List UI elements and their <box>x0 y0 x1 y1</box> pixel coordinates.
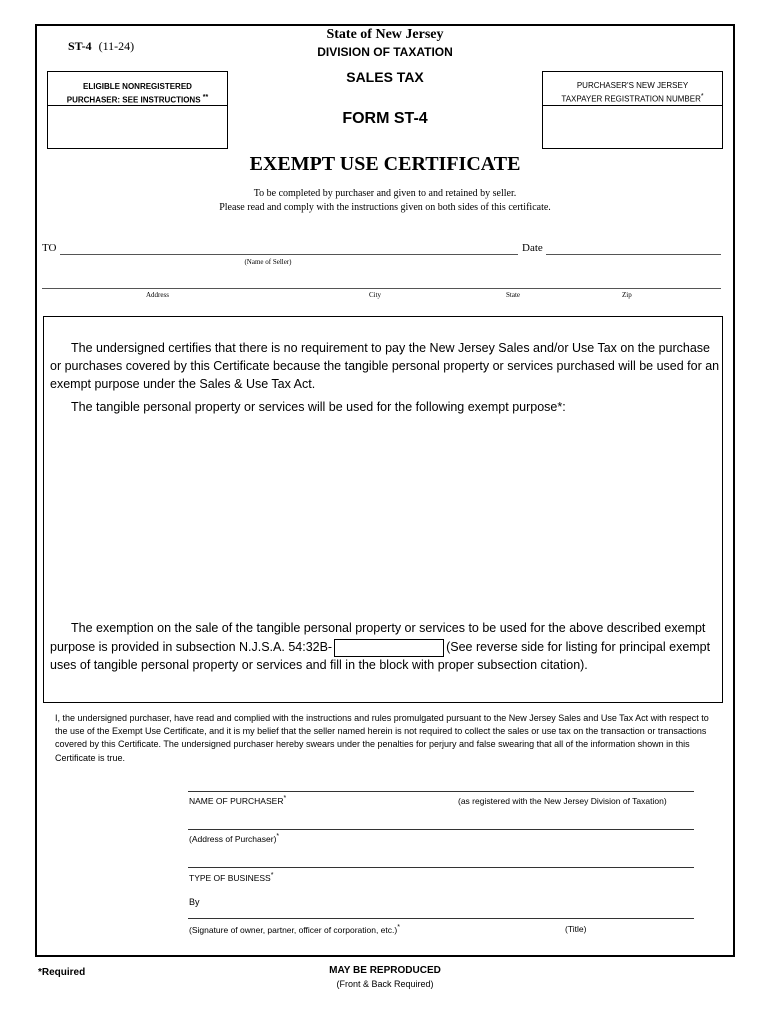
required-asterisk: * <box>700 93 704 100</box>
title-label: (Title) <box>565 924 587 934</box>
form-code-label: ST-4 <box>68 39 92 53</box>
seller-name-input[interactable] <box>62 240 516 254</box>
nonregistered-divider <box>48 105 227 106</box>
declaration-text: I, the undersigned purchaser, have read and complied with the instructions and rules promulgated pursuant to the New Jersey Sales and Use Tax Act with respect to the use of the Exempt Use Certificate, and it is my belief that the seller named herein is not required to collect the sales or use tax on the transaction or transactions covered by this Certificate. The undersigned purchaser hereby swears under the penalties for perjury and false swearing that all of the information shown in this Certificate is true. <box>55 713 709 763</box>
purchaser-name-line[interactable] <box>188 791 694 792</box>
purchaser-address-line[interactable] <box>188 829 694 830</box>
to-label: TO <box>42 242 57 254</box>
zip-caption: Zip <box>622 291 632 299</box>
nonregistered-label-line1: ELIGIBLE NONREGISTERED <box>83 82 192 91</box>
signature-line[interactable] <box>188 918 694 919</box>
instructions-line2: Please read and comply with the instructions given on both sides of this certificate. <box>219 202 551 213</box>
by-label: By <box>189 897 200 907</box>
address-caption: Address <box>146 291 169 299</box>
signature-label: (Signature of owner, partner, officer of corporation, etc.)* <box>189 924 400 935</box>
instructions-line1: To be completed by purchaser and given to and retained by seller. <box>253 188 517 199</box>
state-heading: State of New Jersey <box>326 27 444 42</box>
registered-note: (as registered with the New Jersey Division of Taxation) <box>458 796 667 806</box>
registration-label-line1: PURCHASER'S NEW JERSEY <box>576 81 689 90</box>
nonregistered-input[interactable] <box>52 109 223 145</box>
subsection-input[interactable] <box>334 639 444 657</box>
form-name-heading: FORM ST-4 <box>342 110 428 127</box>
name-of-seller-caption: (Name of Seller) <box>244 258 292 266</box>
date-input[interactable] <box>548 240 719 254</box>
registration-label-line2: TAXPAYER REGISTRATION NUMBER* <box>561 93 704 104</box>
exempt-purpose-prompt: The tangible personal property or services will be used for the following exempt purpose*: <box>71 400 566 414</box>
type-of-business-label: TYPE OF BUSINESS* <box>189 872 274 883</box>
required-note: *Required <box>38 967 86 978</box>
exemption-line3: uses of tangible personal property or services and fill in the block with proper subsection citation). <box>50 658 588 672</box>
form-revision: (11-24) <box>98 39 135 53</box>
certificate-title: EXEMPT USE CERTIFICATE <box>249 153 521 175</box>
address-of-purchaser-label: (Address of Purchaser)* <box>189 833 280 844</box>
exemption-line2 <box>50 638 724 657</box>
may-be-reproduced: MAY BE REPRODUCED <box>329 965 441 976</box>
registration-number-box <box>542 71 723 149</box>
certification-paragraph: The undersigned certifies that there is no requirement to pay the New Jersey Sales and/or Use Tax on the purchase or purchases covered by this Certificate because the tangible personal property or services purchased will be used for an exempt purpose under the Sales & Use Tax Act. <box>50 341 720 391</box>
name-of-purchaser-label: NAME OF PURCHASER* <box>189 795 287 806</box>
exemption-line1: The exemption on the sale of the tangible personal property or services to be used for the above described exempt <box>71 621 706 635</box>
date-line <box>546 254 721 255</box>
state-caption: State <box>506 291 520 299</box>
seller-name-line <box>60 254 518 255</box>
date-label: Date <box>522 242 543 254</box>
double-asterisk: ** <box>202 94 209 101</box>
form-code <box>68 39 134 54</box>
tax-type-heading: SALES TAX <box>346 69 424 85</box>
certification-box <box>43 316 723 703</box>
registration-number-input[interactable] <box>547 109 718 145</box>
city-caption: City <box>369 291 382 299</box>
division-heading: DIVISION OF TAXATION <box>317 45 453 59</box>
seller-address-line[interactable] <box>42 288 721 289</box>
exempt-purpose-input[interactable] <box>52 421 716 611</box>
subsection-prefix: purpose is provided in subsection N.J.S.A. 54:32B- <box>50 640 333 654</box>
nonregistered-purchaser-box <box>47 71 228 149</box>
front-back-required: (Front & Back Required) <box>336 979 434 989</box>
nonregistered-label-line2: PURCHASER: SEE INSTRUCTIONS ** <box>66 94 209 105</box>
subsection-suffix: (See reverse side for listing for principal exempt <box>446 640 711 654</box>
registration-divider <box>543 105 722 106</box>
business-type-line[interactable] <box>188 867 694 868</box>
